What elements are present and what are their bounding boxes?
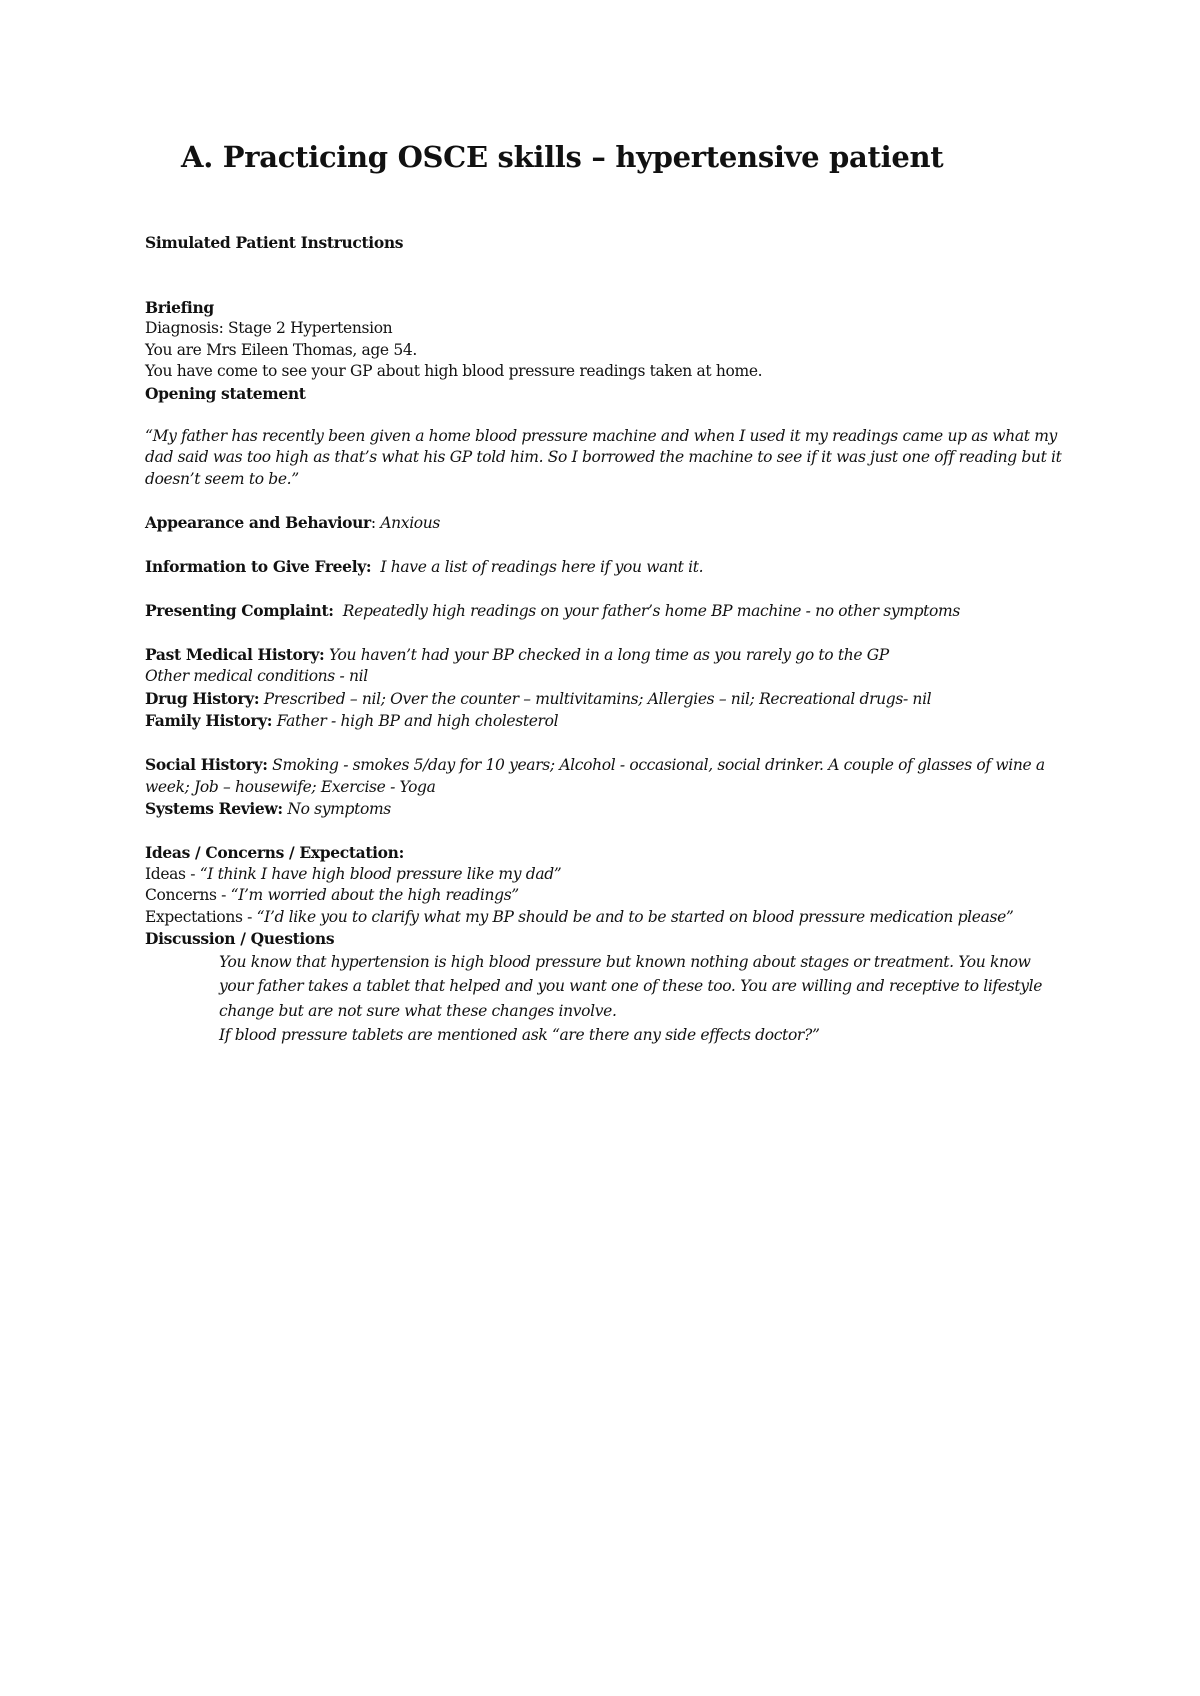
systems-review-label: Systems Review: [145,799,283,818]
discussion-paragraph: You know that hypertension is high blood pressure but known nothing about stages or treatment. You know your father takes a tablet that helped and you want one of these too. You are willing and receptive to lifestyle change but are not sure what these changes involve. [219,952,1043,1020]
spacer [145,254,1065,276]
presenting-complaint-value: Repeatedly high readings on your father’s home BP machine - no other symptoms [342,601,960,620]
presenting-complaint-line [145,600,1065,623]
briefing-heading: Briefing [145,297,214,317]
ice-heading: Ideas / Concerns / Expectation: [145,843,404,862]
other-conditions-line: Other medical conditions - nil [145,667,368,685]
identity-line: You are Mrs Eileen Thomas, age 54. [145,340,417,359]
spacer [145,578,1065,600]
family-history-label: Family History: [145,711,273,730]
concerns-line [145,885,1065,907]
discussion-heading: Discussion / Questions [145,929,335,948]
document-title: A. Practicing OSCE skills – hypertensive patient [181,140,944,174]
drug-history-label: Drug History: [145,688,260,708]
diagnosis-line: Diagnosis: Stage 2 Hypertension [145,319,393,337]
social-history-line [145,754,1065,798]
presenting-complaint-label: Presenting Complaint: [145,600,334,620]
family-history-line [145,710,1065,733]
spacer [145,733,1065,755]
pmh-value: You haven’t had your BP checked in a long time as you rarely go to the GP [328,645,889,664]
document-body [145,232,1065,1048]
opening-quote: “My father has recently been given a home blood pressure machine and when I used it my readings came up as what my dad said was too high as that’s what his GP told him. So I borrowed the machine to see if it was just one off reading but it doesn’t seem to be.” [145,426,1062,488]
social-history-value: Smoking - smokes 5/day for 10 years; Alcohol - occasional, social drinker. A couple of glasses of wine a week; Job – housewife; Exercise - Yoga [145,756,1045,796]
family-history-value: Father - high BP and high cholesterol [276,712,559,730]
social-history-label: Social History: [145,755,268,774]
spacer [145,490,1065,512]
expectations-label: Expectations - [145,907,257,926]
info-freely-label: Information to Give Freely: [145,556,372,576]
info-freely-value: I have a list of readings here if you want it. [380,557,704,576]
systems-review-line [145,798,1065,821]
pmh-label: Past Medical History: [145,644,325,664]
opening-heading: Opening statement [145,383,306,403]
ideas-line [145,864,1065,886]
reason-line: You have come to see your GP about high blood pressure readings taken at home. [145,362,763,380]
systems-review-value: No symptoms [287,800,391,818]
appearance-line: Appearance and Behaviour: Anxious [145,512,441,532]
concerns-value: “I’m worried about the high readings” [230,886,519,904]
expectations-line [145,907,1065,929]
concerns-label: Concerns - [145,886,231,904]
spacer [145,534,1065,556]
spacer [145,622,1065,644]
discussion-side-effects: If blood pressure tablets are mentioned ask “are there any side effects doctor?” [219,1026,820,1044]
appearance-label: Appearance and Behaviour [145,512,371,532]
spacer [145,404,1065,426]
drug-history-line [145,688,1065,711]
spacer [145,275,1065,297]
drug-history-value: Prescribed – nil; Over the counter – multivitamins; Allergies – nil; Recreational drugs- nil [263,689,932,708]
pmh-line [145,644,1065,667]
ideas-label: Ideas - [145,864,200,883]
info-freely-line [145,556,1065,579]
section-heading: Simulated Patient Instructions [145,233,404,252]
appearance-value: Anxious [380,513,441,532]
spacer [145,821,1065,843]
ideas-value: “I think I have high blood pressure like my dad” [199,864,562,883]
expectations-value: “I’d like you to clarify what my BP should be and to be started on blood pressure medication please” [256,907,1014,926]
